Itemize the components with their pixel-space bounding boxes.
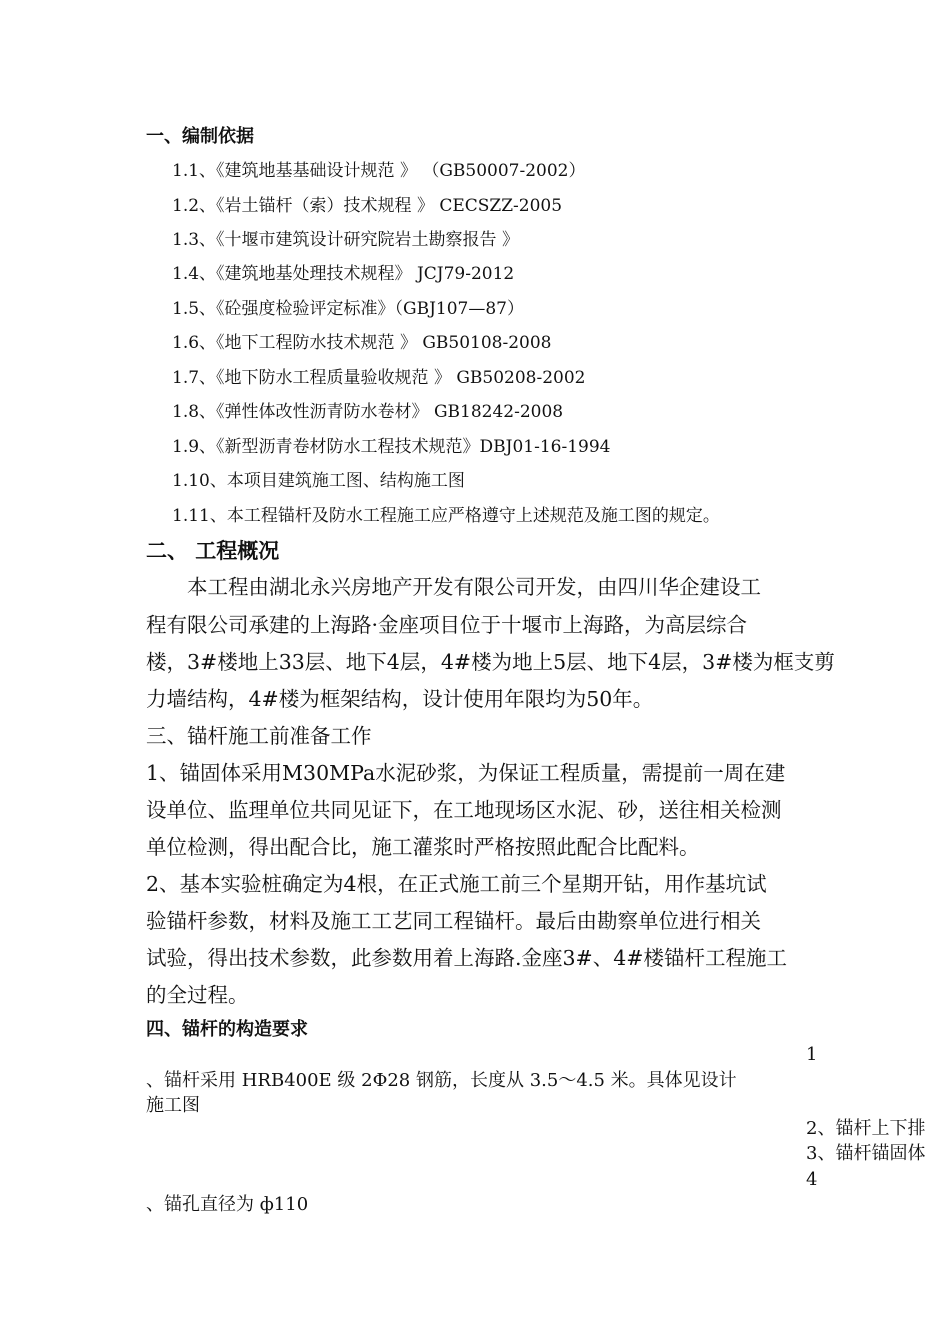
prep-line-1: 1、锚固体采用M30MPa水泥砂浆，为保证工程质量，需提前一周在建: [146, 761, 786, 785]
section1-heading: 一、编制依据: [146, 126, 254, 147]
section2-heading: 二、 工程概况: [146, 539, 280, 563]
overview-line-4: 力墙结构，4#楼为框架结构，设计使用年限均为50年。: [146, 687, 654, 711]
item3-text: 3、锚杆锚固体: [806, 1143, 926, 1164]
prep-line-3: 单位检测，得出配合比，施工灌浆时严格按照此配合比配料。: [146, 835, 700, 859]
item2-text: 2、锚杆上下排: [806, 1118, 926, 1139]
reference-item-11: 1.11、本工程锚杆及防水工程施工应严格遵守上述规范及施工图的规定。: [172, 506, 720, 526]
reference-item-8: 1.8、《弹性体改性沥青防水卷材》 GB18242-2008: [172, 402, 564, 422]
reference-item-7: 1.7、《地下防水工程质量验收规范 》 GB50208-2002: [172, 368, 586, 388]
item4-text: 、锚孔直径为 ф110: [146, 1194, 309, 1215]
overview-line-1: 本工程由湖北永兴房地产开发有限公司开发，由四川华企建设工: [187, 575, 761, 599]
reference-item-6: 1.6、《地下工程防水技术规范 》 GB50108-2008: [172, 333, 552, 353]
item1-line-2: 施工图: [146, 1095, 200, 1116]
prep-line-4: 2、基本实验桩确定为4根，在正式施工前三个星期开钻，用作基坑试: [146, 872, 767, 896]
reference-item-1: 1.1、《建筑地基基础设计规范 》 （GB50007-2002）: [172, 161, 586, 181]
reference-item-10: 1.10、本项目建筑施工图、结构施工图: [172, 471, 465, 491]
item4-number: 4: [806, 1169, 818, 1190]
prep-line-6: 试验，得出技术参数，此参数用着上海路.金座3#、4#楼锚杆工程施工: [146, 946, 787, 970]
section4-heading: 四、锚杆的构造要求: [146, 1019, 308, 1040]
prep-line-2: 设单位、监理单位共同见证下，在工地现场区水泥、砂，送往相关检测: [146, 798, 782, 822]
prep-line-7: 的全过程。: [146, 983, 249, 1007]
reference-item-2: 1.2、《岩土锚杆（索）技术规程 》 CECSZZ-2005: [172, 196, 563, 216]
item1-line-1: 、锚杆采用 HRB400E 级 2Φ28 钢筋，长度从 3.5～4.5 米。具体见设计: [146, 1070, 737, 1091]
reference-item-4: 1.4、《建筑地基处理技术规程》 JCJ79-2012: [172, 264, 515, 284]
overview-line-2: 程有限公司承建的上海路·金座项目位于十堰市上海路，为高层综合: [146, 613, 748, 637]
section3-heading: 三、锚杆施工前准备工作: [146, 724, 372, 748]
item1-number: 1: [806, 1044, 818, 1065]
reference-item-3: 1.3、《十堰市建筑设计研究院岩土勘察报告 》: [172, 230, 519, 250]
overview-line-3: 楼，3#楼地上33层、地下4层，4#楼为地上5层、地下4层，3#楼为框支剪: [146, 650, 835, 674]
reference-item-9: 1.9、《新型沥青卷材防水工程技术规范》DBJ01-16-1994: [172, 437, 611, 457]
prep-line-5: 验锚杆参数，材料及施工工艺同工程锚杆。最后由勘察单位进行相关: [146, 909, 761, 933]
reference-item-5: 1.5、《砼强度检验评定标准》（GBJ107—87）: [172, 299, 525, 319]
